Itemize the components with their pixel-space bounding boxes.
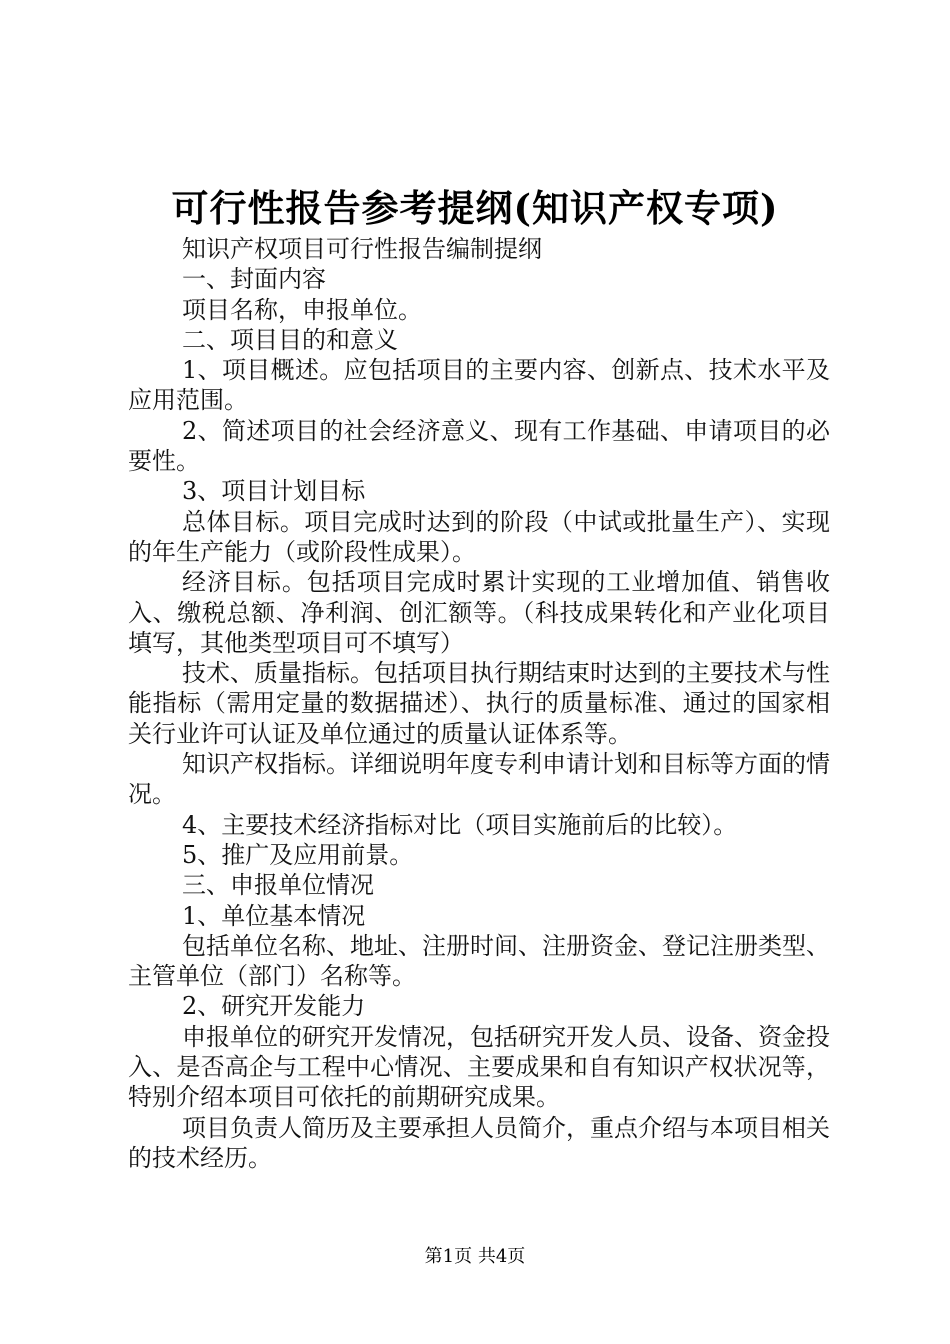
paragraph: 2、研究开发能力 (182, 992, 366, 1021)
paragraph: 4、主要技术经济指标对比（项目实施前后的比较）。 (182, 810, 738, 839)
paragraph: 一、封面内容 (182, 265, 326, 294)
paragraph: 5、推广及应用前景。 (182, 840, 414, 869)
paragraph: 技术、质量指标。包括项目执行期结束时达到的主要技术与性能指标（需用定量的数据描述）、执行的质量标准、通过的国家相关行业许可认证及单位通过的质量认证体系等。 (128, 659, 830, 748)
page-footer: 第1页 共4页 (424, 1246, 526, 1267)
paragraph: 二、项目目的和意义 (182, 325, 398, 354)
paragraph: 知识产权指标。详细说明年度专利申请计划和目标等方面的情况。 (128, 750, 830, 809)
document-body (128, 234, 830, 1173)
paragraph: 3、项目计划目标 (182, 477, 366, 506)
paragraph: 知识产权项目可行性报告编制提纲 (182, 235, 542, 263)
paragraph: 项目负责人简历及主要承担人员简介，重点介绍与本项目相关的技术经历。 (128, 1113, 830, 1172)
paragraph: 经济目标。包括项目完成时累计实现的工业增加值、销售收入、缴税总额、净利润、创汇额等。（科技成果转化和产业化项目填写，其他类型项目可不填写） (128, 568, 830, 657)
paragraph: 申报单位的研究开发情况，包括研究开发人员、设备、资金投入、是否高企与工程中心情况、主要成果和自有知识产权状况等，特别介绍本项目可依托的前期研究成果。 (128, 1022, 830, 1112)
document-title: 可行性报告参考提纲(知识产权专项) (171, 186, 779, 230)
paragraph: 三、申报单位情况 (182, 871, 374, 900)
paragraph: 总体目标。项目完成时达到的阶段（中试或批量生产）、实现的年生产能力（或阶段性成果）。 (128, 507, 830, 566)
paragraph: 项目名称，申报单位。 (182, 295, 422, 324)
paragraph: 包括单位名称、地址、注册时间、注册资金、登记注册类型、主管单位（部门）名称等。 (128, 931, 830, 991)
paragraph: 1、项目概述。应包括项目的主要内容、创新点、技术水平及应用范围。 (128, 356, 830, 415)
paragraph: 2、简述项目的社会经济意义、现有工作基础、申请项目的必要性。 (128, 416, 830, 476)
paragraph: 1、单位基本情况 (182, 901, 366, 930)
